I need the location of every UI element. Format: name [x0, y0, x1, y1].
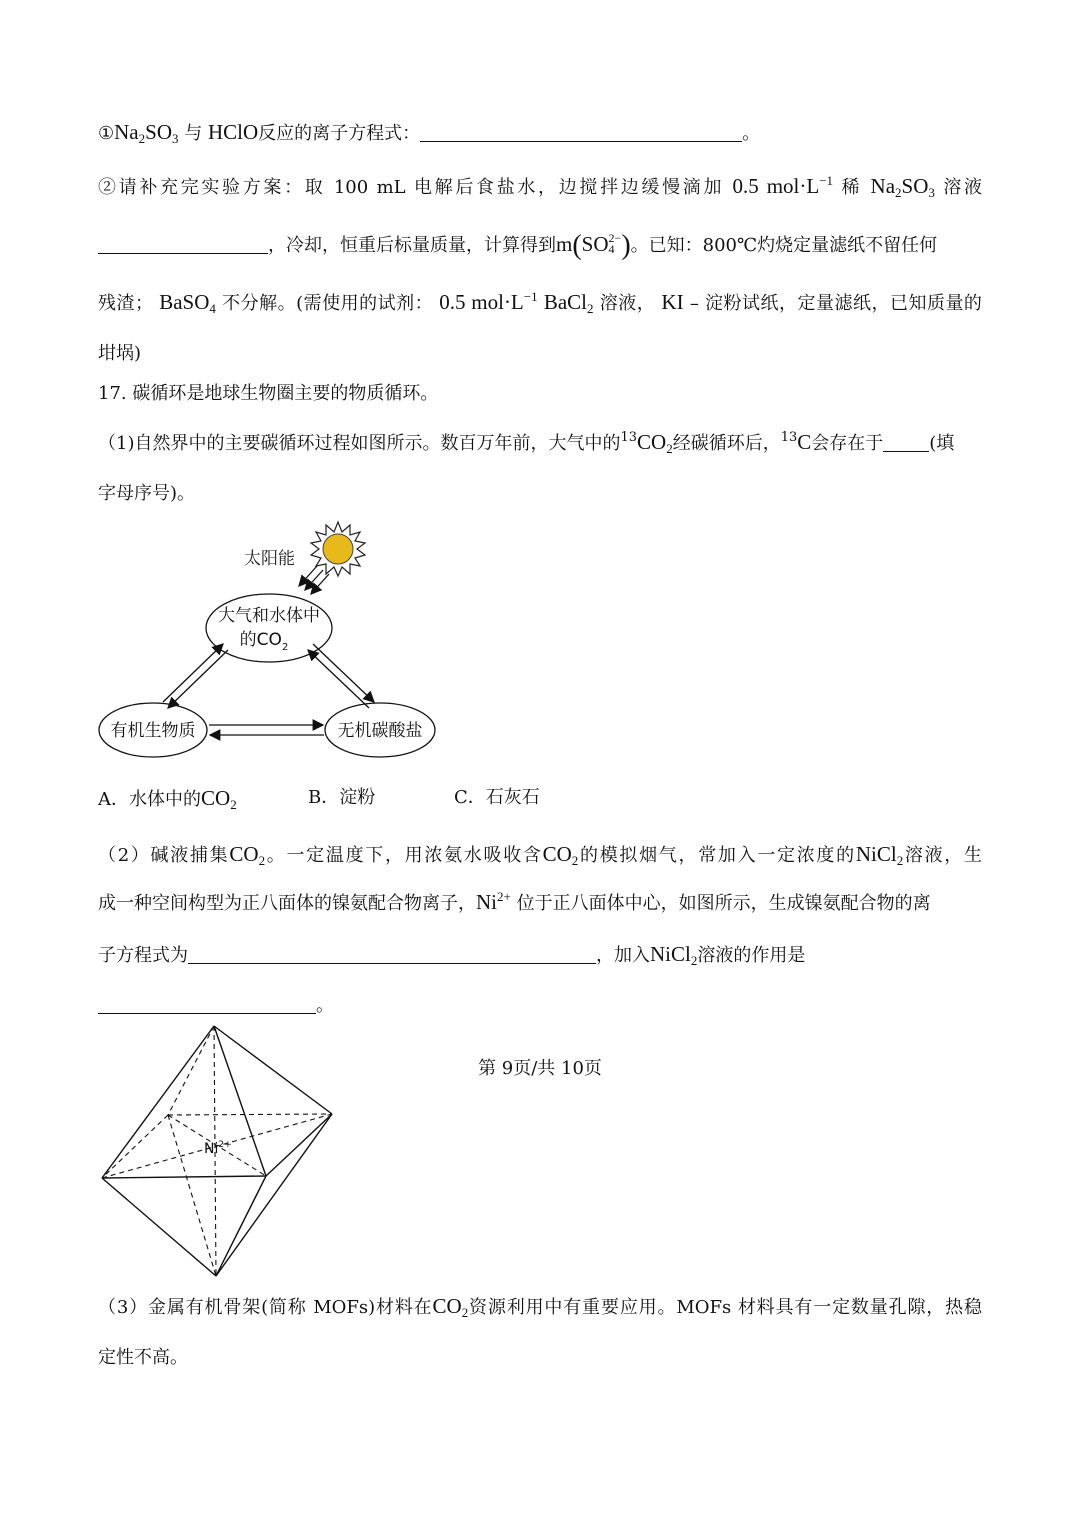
mass-sulfate: m(SO 2− 4 )	[556, 230, 631, 261]
question-17-title: 17. 碳循环是地球生物圈主要的物质循环。	[98, 383, 439, 404]
solar-energy-label: 太阳能	[244, 549, 295, 569]
question-17-1-line-2: 字母序号)。	[98, 483, 196, 504]
answer-blank	[883, 431, 929, 452]
sunlight-arrows	[299, 566, 329, 594]
atmosphere-co2-node	[206, 594, 332, 662]
question-17-2-line-4: 。	[98, 992, 982, 1020]
answer-blank	[98, 993, 316, 1014]
question-17-2-line-1: （2）碱液捕集$CO_2$。一定温度下，用浓氨水吸收含$CO_2$的模拟烟气，常加入一定浓度的NiCl$_2$溶液，生	[98, 842, 982, 868]
carbon-cycle-diagram	[96, 520, 456, 760]
question-17-3-line-2: 定性不高。	[98, 1347, 188, 1368]
answer-blank	[420, 121, 742, 142]
question-17-2-line-3: 子方程式为 ，加入NiCl$_2$溶液的作用是	[98, 942, 806, 968]
page-footer: 第 9页/共 10页	[478, 1058, 602, 1079]
formula-hclo: HClO	[207, 120, 259, 144]
ni-center-label: $Ni^{2+}$	[204, 1140, 232, 1157]
question-17-2-line-2: 成一种空间构型为正八面体的镍氨配合物离子，$Ni^{2+}$ 位于正八面体中心，如图所示，生成镍氨配合物的离	[98, 889, 931, 914]
sun-icon	[311, 522, 365, 576]
atmosphere-label-line2: 的$CO_2$	[239, 630, 289, 653]
option-b[interactable]: B．淀粉	[308, 787, 376, 808]
options-row	[98, 784, 982, 812]
answer-blank	[98, 233, 268, 254]
line-1: $①Na_2SO_3$ 与 HClO反应的离子方程式： 。	[98, 120, 761, 146]
line-2: ②请补充完实验方案：取 100 mL 电解后食盐水，边搅拌边缓慢滴加 0.5 $mol\cdot L^{-1}$ 稀 $Na_2SO_3$ 溶液	[98, 173, 982, 200]
inorganic-carbonate-label: 无机碳酸盐	[337, 721, 423, 741]
line-4: 残渣； BaSO$_4$ 不分解。(需使用的试剂： 0.5 $mol\cdot L^{-1}$ BaCl$_2$ 溶液， KI – 淀粉试纸，定量滤纸，已知质量的	[98, 289, 982, 316]
concentration: 0.5 $mol\cdot L^{-1}$	[439, 289, 538, 314]
formula-ki: KI	[661, 290, 684, 314]
formula-baso4: BaSO$_4$	[159, 290, 216, 316]
formula-na2so3: $Na_2SO_3$	[870, 174, 935, 200]
formula-na2so3: $Na_2SO_3$	[114, 120, 179, 146]
question-17-3-line-1: （3）金属有机骨架(简称 MOFs)材料在$CO_2$资源利用中有重要应用。MOFs 材料具有一定数量孔隙，热稳	[98, 1294, 982, 1320]
answer-blank	[188, 943, 596, 964]
atmosphere-label-line1: 大气和水体中	[218, 606, 320, 626]
line-3: ，冷却，恒重后标量质量，计算得到m(SO 2− 4 )。已知：800℃灼烧定量滤纸不留任何	[98, 230, 982, 260]
line-5: 坩埚)	[98, 343, 142, 364]
dash: –	[689, 293, 699, 314]
organic-biomass-label: 有机生物质	[110, 721, 196, 741]
concentration: 0.5 $mol\cdot L^{-1}$	[732, 173, 834, 198]
formula-bacl2: BaCl$_2$	[543, 290, 594, 316]
option-c[interactable]: C．石灰石	[454, 787, 540, 808]
question-17-1-line-1: （1)自然界中的主要碳循环过程如图所示。数百万年前，大气中的$^{13}CO_2$经碳循环后，$^{13}$C会存在于 (填	[98, 430, 955, 456]
circle-num: ①	[98, 123, 115, 144]
option-a[interactable]: A．水体中的$CO_2$	[98, 786, 237, 812]
